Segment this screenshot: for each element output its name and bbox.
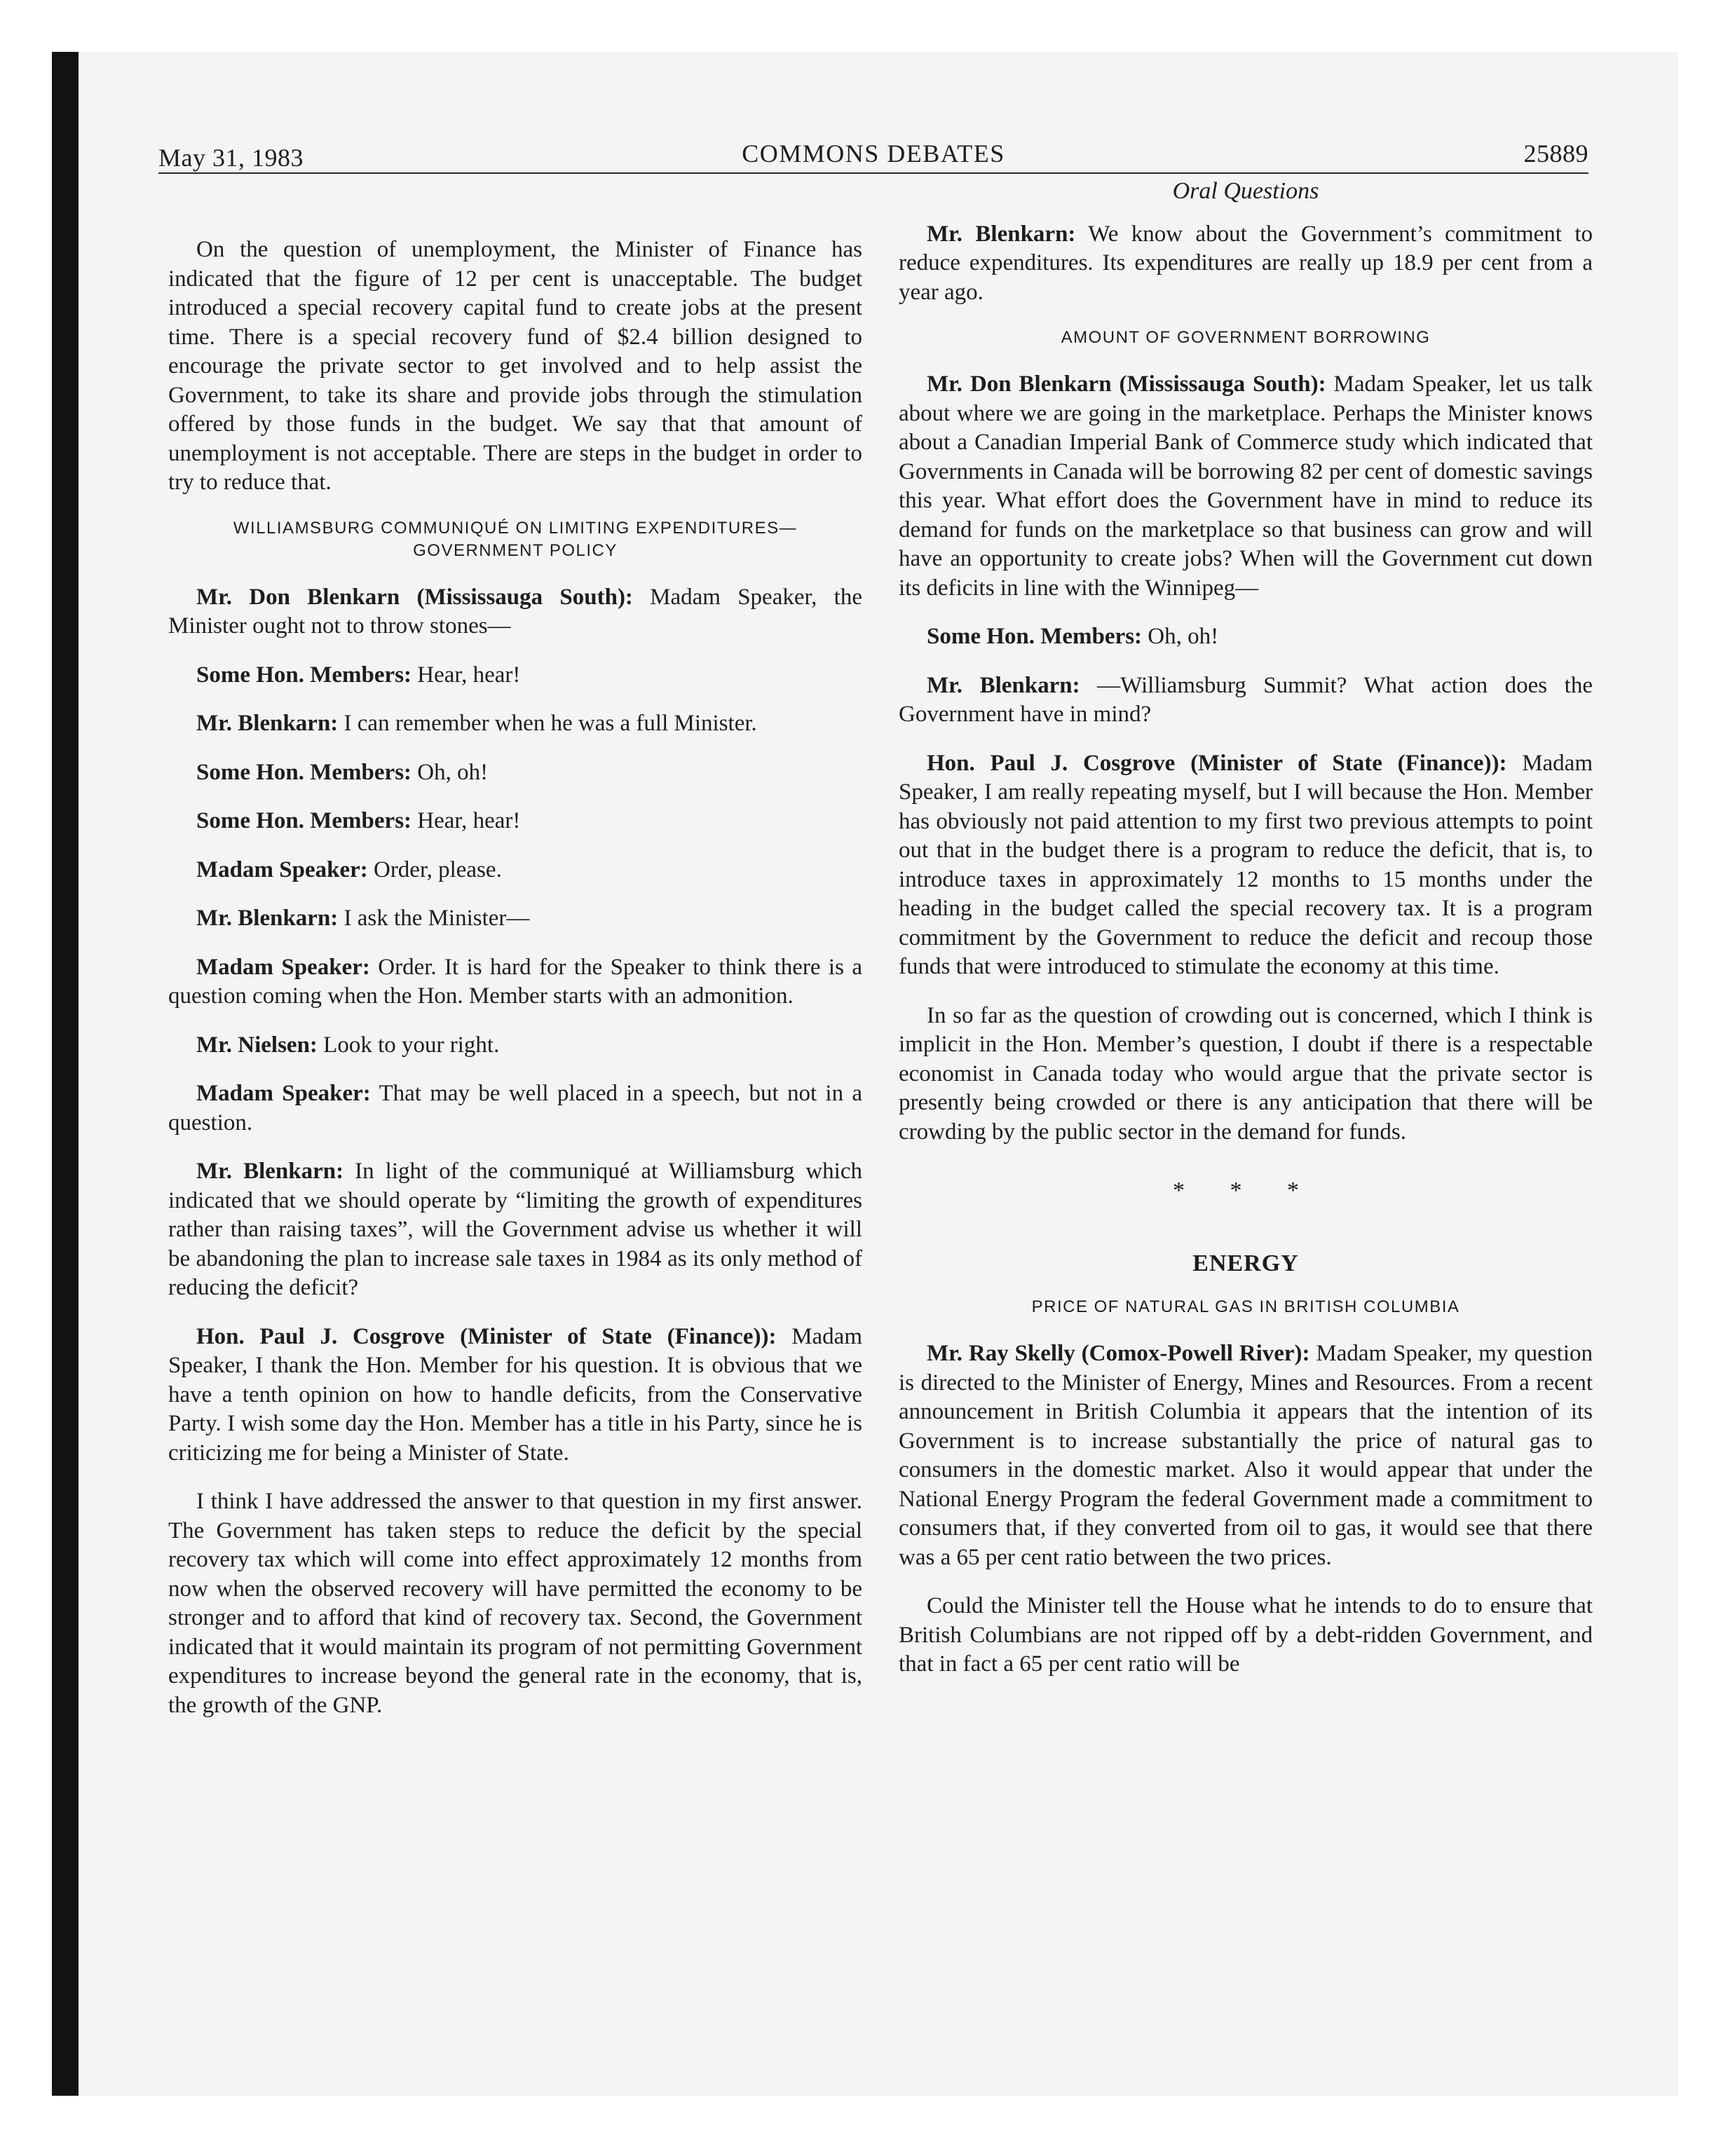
speech-text: In light of the communiqué at Williamsburg which indicated that we should operate by “limiting the growth of expenditures rather than raising taxes”, will the Government advise us whether it will be abandoning the plan to increase sale taxes in 1984 as its only method of reducing the deficit? [168,1159,862,1300]
speech-turn [168,1031,862,1060]
speech-text: Look to your right. [317,1032,500,1058]
speech-text: Madam Speaker, I thank the Hon. Member for his question. It is obvious that we have a tenth opinion on how to handle deficits, from the Conservative Party. I wish some day the Hon. Member has a title in his Party, since he is criticizing me for being a Minister of State. [168,1323,862,1466]
speaker-name: Madam Speaker: [196,1081,371,1106]
speech-text: —Williamsburg Summit? What action does the Government have in mind? [899,672,1593,727]
speaker-name: Mr. Don Blenkarn (Mississauga South): [196,584,633,610]
speech-turn [168,661,862,690]
speech-turn [168,583,862,641]
speech-text: Hear, hear! [411,808,521,833]
speaker-name: Hon. Paul J. Cosgrove (Minister of State (Finance)): [927,750,1507,776]
speaker-name: Madam Speaker: [196,857,368,882]
speaker-name: Mr. Blenkarn: [927,672,1080,698]
left-column [168,236,862,1740]
speech-turn [168,1157,862,1303]
speech-turn [168,856,862,885]
header-title: COMMONS DEBATES [742,139,1005,168]
speech-text: Madam Speaker, let us talk about where we are going in the marketplace. Perhaps the Minister knows about a Canadian Imperial Bank of Commerce study which indicated that Governments in Canada will be borrowing 82 per cent of domestic savings this year. What effort does the Government have in mind to reduce its demand for funds on the marketplace so that business can grow and will have an opportunity to create jobs? When will the Government cut down its deficits in line with the Winnipeg— [899,371,1593,601]
header-rule [158,172,1588,174]
speaker-name: Madam Speaker: [196,954,370,980]
speaker-name: Mr. Blenkarn: [927,221,1076,247]
header-page-number: 25889 [1523,139,1588,168]
speech-text: Madam Speaker, my question is directed to the Minister of Energy, Mines and Resources. From a recent announcement in British Columbia it appears that the intention of its Government is to increase substantially the price of natural gas to consumers in the domestic market. Also it would appear that under the National Energy Program the federal Government made a commitment to consumers that, if they converted from oil to gas, it would see that there was a 65 per cent ratio between the two prices. [899,1341,1593,1570]
paragraph-addressed: I think I have addressed the answer to that question in my first answer. The Government has taken steps to reduce the deficit by the special recovery tax which will come into effect approximately 12 months from now when the observed recovery will have permitted the economy to be stronger and to afford that kind of recovery tax. Second, the Government indicated that it would maintain its program of not permitting Government expenditures to increase beyond the general rate in the economy, that is, the growth of the GNP. [168,1489,862,1718]
speaker-name: Some Hon. Members: [927,624,1143,649]
speaker-name: Mr. Blenkarn: [196,1159,344,1184]
speaker-name: Some Hon. Members: [196,759,412,785]
speech-turn [899,370,1593,603]
speaker-name: Hon. Paul J. Cosgrove (Minister of State (Finance)): [196,1323,777,1349]
speaker-name: Mr. Don Blenkarn (Mississauga South): [927,371,1326,397]
speaker-name: Mr. Nielsen: [196,1032,318,1058]
speech-turn [899,671,1593,730]
header-date: May 31, 1983 [158,144,304,172]
speech-text: That may be well placed in a speech, but not in a question. [168,1081,863,1135]
right-column [899,177,1593,1699]
speech-text: Oh, oh! [411,759,489,785]
section-separator: * * * [1173,1178,1319,1203]
speech-text: Hear, hear! [411,662,521,688]
speech-text: I ask the Minister— [338,906,530,931]
speech-turn [168,807,862,836]
heading-williamsburg: WILLIAMSBURG COMMUNIQUÉ ON LIMITING EXPENDITURES— GOVERNMENT POLICY [233,518,798,560]
speaker-name: Mr. Blenkarn: [196,711,339,736]
speech-turn [168,1323,862,1468]
paragraph-crowding: In so far as the question of crowding out is concerned, which I think is implicit in the Hon. Member’s question, I doubt if there is a respectable economist in Canada today who would argue that the private sector is presently being crowded or there is any anticipation that there will be crowding by the public sector in the demand for funds. [899,1002,1593,1145]
heading-natural-gas: PRICE OF NATURAL GAS IN BRITISH COLUMBIA [1031,1297,1460,1316]
speaker-name: Some Hon. Members: [196,808,412,833]
section-kicker: Oral Questions [1172,178,1319,204]
speech-turn [899,1339,1593,1572]
speech-text: Order. It is hard for the Speaker to think there is a question coming when the Hon. Member starts with an admonition. [168,954,862,1009]
speaker-name: Some Hon. Members: [196,662,412,688]
speech-turn [168,758,862,788]
speech-turn [168,1079,862,1138]
speech-turn [168,709,862,739]
speaker-name: Mr. Ray Skelly (Comox-Powell River): [927,1341,1310,1366]
page-header [158,139,1588,170]
speech-turn [899,749,1593,982]
speech-text: I can remember when he was a full Minister. [338,711,757,736]
section-title-energy: ENERGY [1192,1250,1299,1276]
heading-borrowing: AMOUNT OF GOVERNMENT BORROWING [1061,328,1431,347]
speech-text: Oh, oh! [1142,624,1219,649]
speech-turn [168,904,862,934]
speaker-name: Mr. Blenkarn: [196,906,339,931]
speech-text: Order, please. [367,857,502,882]
speech-turn [168,953,862,1011]
speech-text: We know about the Government’s commitment to reduce expenditures. Its expenditures are really up 18.9 per cent from a year ago. [899,221,1593,305]
speech-turn [899,220,1593,308]
paragraph-question: Could the Minister tell the House what he intends to do to ensure that British Columbians are not ripped off by a debt-ridden Government, and that in fact a 65 per cent ratio will be [899,1593,1593,1677]
speech-text: Madam Speaker, the Minister ought not to throw stones— [168,584,862,639]
paragraph-unemployment: On the question of unemployment, the Minister of Finance has indicated that the figure of 12 per cent is unacceptable. The budget introduced a special recovery capital fund to create jobs at the present time. There is a special recovery fund of $2.4 billion designed to encourage the private sector to get involved and to help assist the Government, to take its share and provide jobs through the stimulation offered by those funds in the budget. We say that that amount of unemployment is not acceptable. There are steps in the budget in order to try to reduce that. [168,237,862,495]
speech-text: Madam Speaker, I am really repeating myself, but I will because the Hon. Member has obviously not paid attention to my first two previous attempts to point out that in the budget there is a program to reduce the deficit, that is, to introduce taxes in approximately 12 months to 15 months under the heading in the budget called the special recovery tax. It is a program commitment by the Government to reduce the deficit and recoup those funds that were introduced to stimulate the economy at this time. [899,750,1593,979]
speech-turn [899,622,1593,652]
scan-edge-bar [52,52,79,2096]
